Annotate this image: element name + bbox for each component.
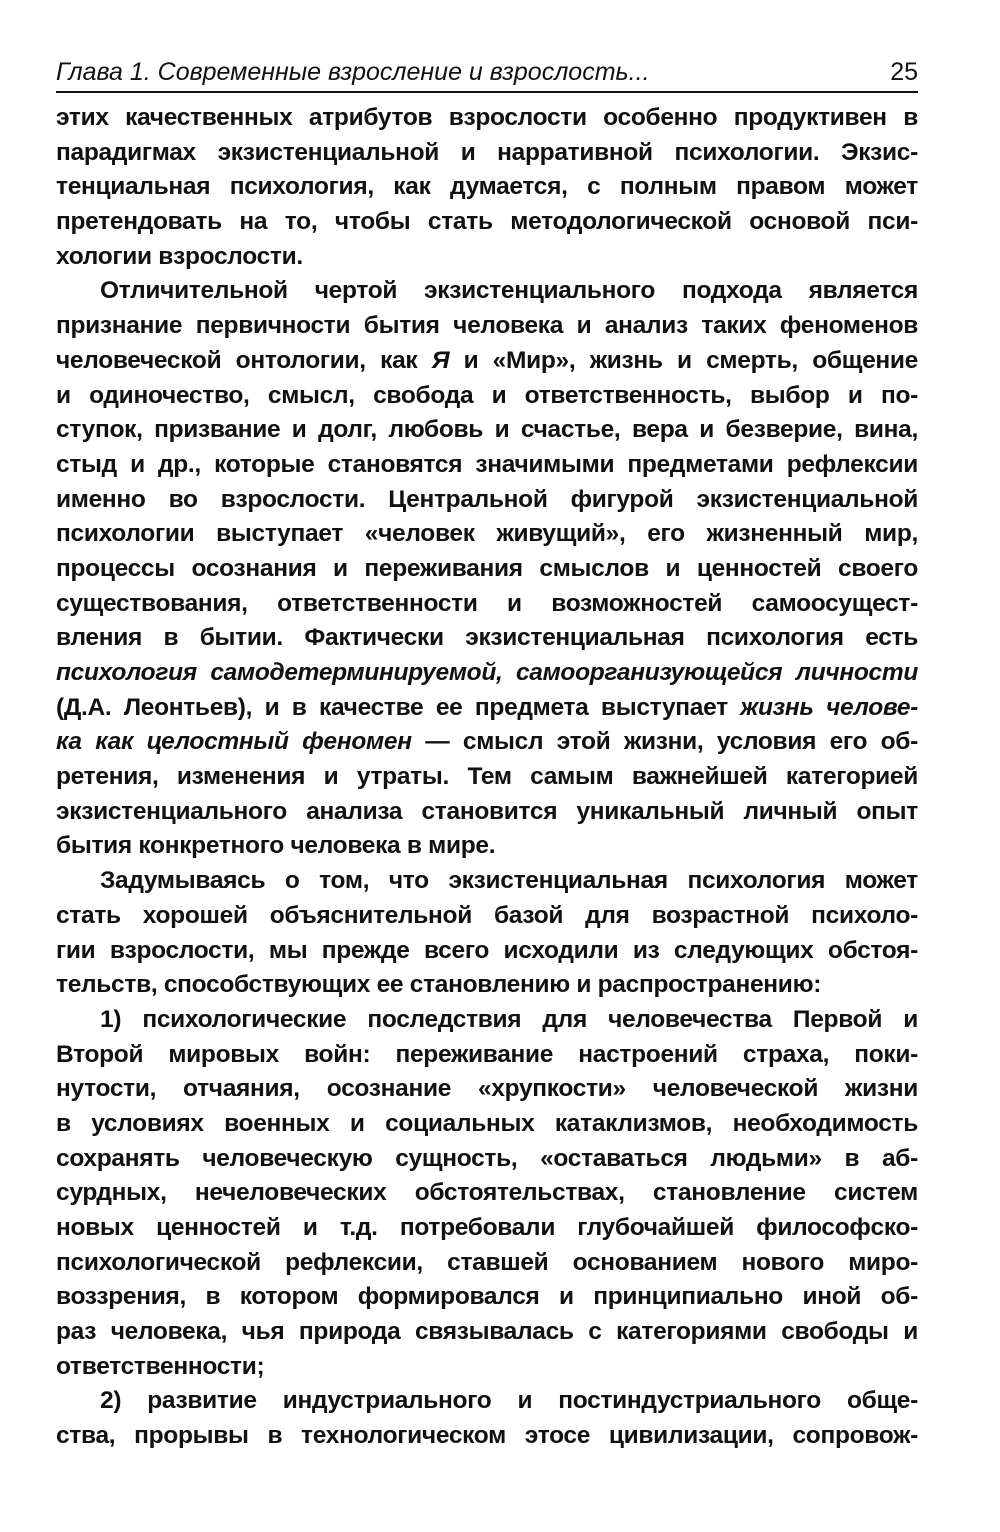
text-segment: человеческой онтологии, как	[56, 346, 432, 374]
text-line: претендовать на то, чтобы стать методологической основой пси-	[56, 208, 918, 236]
text-line: гии взрослости, мы прежде всего исходили из следующих обстоя-	[56, 936, 918, 964]
text-line: раз человека, чья природа связывалась с категориями свободы и	[56, 1318, 918, 1346]
text-line: существования, ответственности и возможностей самоосущест-	[56, 589, 918, 617]
text-line: ответственности;	[56, 1352, 265, 1380]
book-page	[56, 58, 918, 1454]
text-line: психологии выступает «человек живущий», его жизненный мир,	[56, 520, 918, 548]
text-line	[56, 656, 918, 691]
text-line: экзистенциального анализа становится уникальный личный опыт	[56, 797, 918, 825]
list-item-start-line: 1) психологические последствия для человечества Первой и	[100, 1005, 918, 1033]
list-item-start-line: 2) развитие индустриального и постиндустриального обще-	[100, 1387, 918, 1415]
text-line: ступок, призвание и долг, любовь и счастье, вера и безверие, вина,	[56, 416, 918, 444]
text-line: парадигмах экзистенциальной и нарративной психологии. Экзис-	[56, 138, 918, 166]
text-line: нутости, отчаяния, осознание «хрупкости» человеческой жизни	[56, 1075, 918, 1103]
body-text	[56, 101, 918, 1454]
text-line: ретения, изменения и утраты. Тем самым важнейшей категорией	[56, 763, 918, 791]
running-header	[56, 58, 918, 93]
text-line: процессы осознания и переживания смыслов и ценностей своего	[56, 554, 918, 582]
text-line: тенциальная психология, как думается, с полным правом может	[56, 173, 918, 201]
text-line: психологической рефлексии, ставшей основанием нового миро-	[56, 1248, 918, 1276]
text-line: сохранять человеческую сущность, «оставаться людьми» в аб-	[56, 1144, 918, 1172]
text-line	[56, 344, 918, 379]
text-line: и одиночество, смысл, свобода и ответственность, выбор и по-	[56, 381, 918, 409]
text-segment: — смысл этой жизни, условия его об-	[411, 728, 918, 756]
chapter-title: Глава 1. Современные взросление и взрослость...	[56, 58, 650, 86]
text-line: сурдных, нечеловеческих обстоятельствах, становление систем	[56, 1179, 918, 1207]
text-line: стыд и др., которые становятся значимыми предметами рефлексии	[56, 450, 918, 478]
text-line: новых ценностей и т.д. потребовали глубочайшей философско-	[56, 1214, 918, 1241]
text-line: вления в бытии. Фактически экзистенциальная психология есть	[56, 624, 918, 652]
text-line: хологии взрослости.	[56, 242, 303, 270]
text-line: Второй мировых войн: переживание настроений страха, поки-	[56, 1040, 918, 1068]
text-line: бытия конкретного человека в мире.	[56, 832, 496, 860]
text-segment: и «Мир», жизнь и смерть, общение	[449, 346, 918, 374]
italic-term: Я	[431, 346, 450, 374]
text-segment: (Д.А. Леонтьев), и в качестве ее предмета выступает	[56, 693, 741, 721]
text-line: стать хорошей объяснительной базой для возрастной психоло-	[56, 901, 918, 929]
page-number: 25	[890, 58, 918, 86]
italic-term: жизнь челове-	[740, 693, 919, 721]
text-line: тельств, способствующих ее становлению и распространению:	[56, 971, 822, 999]
text-line: именно во взрослости. Центральной фигурой экзистенциальной	[56, 485, 918, 513]
text-line: воззрения, в котором формировался и принципиально иной об-	[56, 1283, 918, 1311]
paragraph-start-line: Отличительной чертой экзистенциального подхода является	[100, 277, 918, 305]
text-line: этих качественных атрибутов взрослости особенно продуктивен в	[56, 104, 918, 131]
italic-term: ка как целостный феномен	[56, 728, 412, 756]
paragraph-start-line: Задумываясь о том, что экзистенциальная психология может	[100, 867, 918, 895]
text-line: признание первичности бытия человека и анализ таких феноменов	[56, 312, 918, 340]
text-line: в условиях военных и социальных катаклизмов, необходимость	[56, 1109, 918, 1137]
text-line	[56, 691, 918, 726]
text-line: ства, прорывы в технологическом этосе цивилизации, сопровож-	[56, 1422, 918, 1450]
text-line	[56, 725, 918, 760]
italic-term: психология самодетерминируемой, самоорганизующейся личности	[56, 659, 918, 686]
